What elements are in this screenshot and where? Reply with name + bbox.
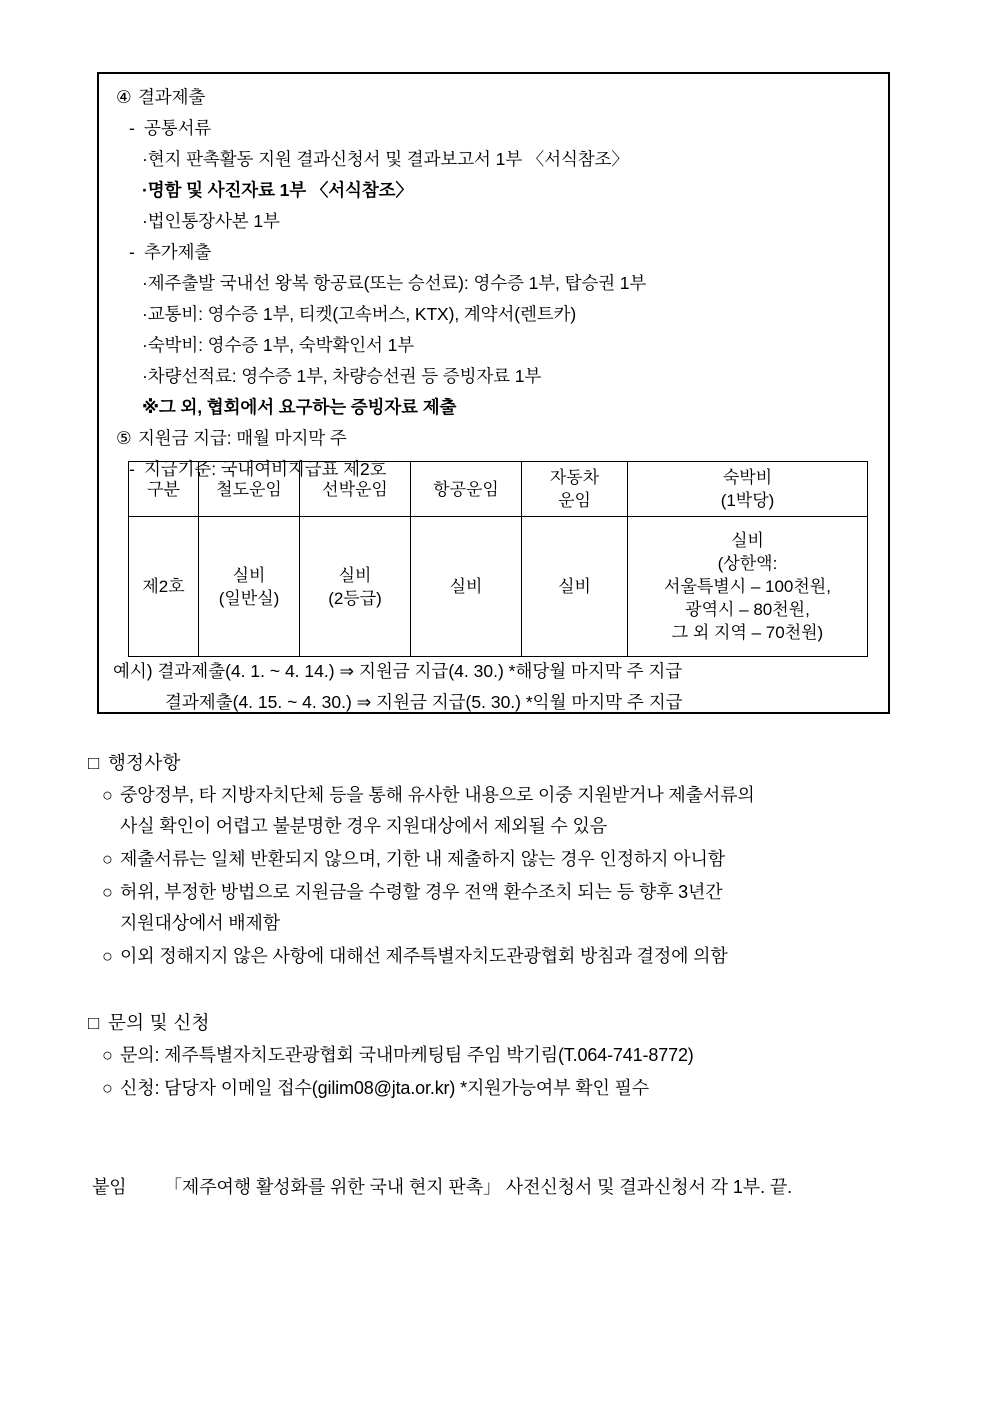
list-item — [88, 941, 968, 972]
cell-text: 실비 — [232, 565, 266, 585]
additional-doc-note: ※그 외, 협회에서 요구하는 증빙자료 제출 — [142, 397, 457, 417]
list-item-line: 이외 정해지지 않은 사항에 대해선 제주특별자치도관광협회 방침과 결정에 의함 — [120, 946, 728, 966]
contact-application-text — [120, 1073, 968, 1104]
list-item-line: 지원대상에서 배제함 — [120, 913, 280, 933]
additional-doc-item: ·숙박비: 영수증 1부, 숙박확인서 1부 — [142, 335, 415, 355]
group-additional-docs-title: 추가제출 — [144, 242, 212, 262]
cell-text: 실비 — [449, 577, 483, 596]
additional-doc-item: ·차량선적료: 영수증 1부, 차량승선권 등 증빙자료 1부 — [142, 366, 542, 386]
group-additional-docs-heading — [99, 237, 888, 268]
contact-section-title: 문의 및 신청 — [108, 1012, 210, 1033]
header-text: 선박운임 — [322, 479, 388, 499]
contact-section — [88, 1008, 968, 1104]
circle-bullet-icon: ○ — [102, 1078, 113, 1098]
common-doc-item: ·법인통장사본 1부 — [142, 211, 280, 231]
table-header-row — [129, 462, 868, 517]
circle-bullet-icon: ○ — [102, 1045, 113, 1065]
table-header-cell-gubun — [129, 462, 199, 517]
group-additional-docs-marker: - — [129, 242, 135, 262]
circle-bullet-icon: ○ — [102, 882, 113, 902]
example-line-1: 예시) 결과제출(4. 1. ~ 4. 14.) ⇒ 지원금 지급(4. 30.) *해당월 마지막 주 지급 — [113, 661, 683, 681]
common-doc-item: ·명함 및 사진자료 1부 〈서식참조〉 — [142, 180, 413, 200]
header-text: 운임 — [558, 491, 591, 510]
cell-gubun: 제2호 — [129, 517, 199, 657]
circle-bullet-icon: ○ — [102, 849, 113, 869]
list-item-text — [120, 941, 968, 972]
table-row — [129, 517, 868, 657]
attachment-label: 붙임 — [92, 1177, 127, 1197]
contact-inquiry-text — [120, 1040, 968, 1071]
square-bullet-icon: □ — [88, 1012, 100, 1033]
group-common-docs-heading — [99, 113, 888, 144]
item-4-heading — [99, 82, 888, 113]
list-item-text — [120, 844, 968, 875]
list-item — [88, 1040, 968, 1071]
cell-ship — [300, 517, 411, 657]
cell-lodging — [628, 517, 868, 657]
cell-text: 실비 — [338, 565, 372, 585]
table-header-cell-rail — [199, 462, 300, 517]
admin-section-title: 행정사항 — [108, 752, 181, 773]
common-doc-item: ·현지 판촉활동 지원 결과신청서 및 결과보고서 1부 〈서식참조〉 — [142, 149, 629, 169]
header-text: 자동차 — [549, 468, 600, 487]
cell-rail — [199, 517, 300, 657]
cell-car — [522, 517, 628, 657]
cell-text: (일반실) — [218, 588, 280, 608]
admin-section — [88, 748, 968, 972]
list-item-line: 중앙정부, 타 지방자치단체 등을 통해 유사한 내용으로 이중 지원받거나 제출서류의 — [120, 785, 755, 805]
table-header-cell-car — [522, 462, 628, 517]
header-text: 구분 — [147, 479, 180, 499]
list-item — [88, 877, 968, 939]
admin-section-heading — [88, 748, 968, 778]
list-item — [88, 780, 968, 842]
item-4-marker: ④ — [116, 87, 132, 107]
list-item — [88, 1073, 968, 1104]
header-text: 숙박비 — [722, 468, 773, 487]
cell-text: (2등급) — [328, 588, 382, 608]
cell-text: 서울특별시 – 100천원, — [664, 577, 831, 596]
table-header-cell-lodging — [628, 462, 868, 517]
item-5-marker: ⑤ — [116, 428, 132, 448]
framed-content-box — [97, 72, 890, 714]
circle-bullet-icon: ○ — [102, 785, 113, 805]
travel-allowance-table — [128, 461, 868, 657]
attachment-text: 「제주여행 활성화를 위한 국내 현지 판촉」 사전신청서 및 결과신청서 각 1부. 끝. — [164, 1177, 793, 1197]
list-item — [88, 844, 968, 875]
payment-criteria-text: 지급기준: 국내여비지급표 제2호 — [144, 459, 387, 479]
list-item-text — [120, 877, 968, 939]
item-5-title: 지원금 지급: 매월 마지막 주 — [138, 428, 347, 448]
group-common-docs-marker: - — [129, 118, 135, 138]
table-header-cell-ship — [300, 462, 411, 517]
header-text: 철도운임 — [216, 479, 282, 499]
cell-air — [411, 517, 522, 657]
list-item-line: 사실 확인이 어렵고 불분명한 경우 지원대상에서 제외될 수 있음 — [120, 816, 607, 836]
item-5-heading — [99, 423, 888, 454]
contact-section-heading — [88, 1008, 968, 1038]
item-4-title: 결과제출 — [138, 87, 206, 107]
additional-doc-item: ·제주출발 국내선 왕복 항공료(또는 승선료): 영수증 1부, 탑승권 1부 — [142, 273, 647, 293]
cell-text: 실비 — [731, 531, 764, 550]
example-line-2: 결과제출(4. 15. ~ 4. 30.) ⇒ 지원금 지급(5. 30.) *익월 마지막 주 지급 — [165, 692, 683, 712]
list-item-line: 문의: 제주특별자치도관광협회 국내마케팅팀 주임 박기림(T.064-741-8772) — [120, 1045, 694, 1065]
list-item-text — [120, 780, 968, 842]
cell-text: (상한액: — [717, 554, 778, 573]
circle-bullet-icon: ○ — [102, 946, 113, 966]
group-common-docs-title: 공통서류 — [144, 118, 212, 138]
attachment-line — [92, 1172, 792, 1202]
table-header-cell-air — [411, 462, 522, 517]
example-block — [99, 656, 888, 718]
payment-criteria-marker: - — [129, 459, 135, 479]
additional-doc-item: ·교통비: 영수증 1부, 티켓(고속버스, KTX), 계약서(렌트카) — [142, 304, 577, 324]
list-item-line: 허위, 부정한 방법으로 지원금을 수령할 경우 전액 환수조치 되는 등 향후 3년간 — [120, 882, 723, 902]
list-item-line: 제출서류는 일체 반환되지 않으며, 기한 내 제출하지 않는 경우 인정하지 아니함 — [120, 849, 725, 869]
cell-text: 그 외 지역 – 70천원) — [671, 623, 824, 642]
header-text: (1박당) — [720, 491, 775, 510]
square-bullet-icon: □ — [88, 752, 100, 773]
cell-text: 광역시 – 80천원, — [685, 600, 810, 619]
cell-text: 실비 — [558, 577, 591, 596]
list-item-line: 신청: 담당자 이메일 접수(gilim08@jta.or.kr) *지원가능여부 확인 필수 — [120, 1078, 650, 1098]
header-text: 항공운임 — [433, 479, 499, 499]
